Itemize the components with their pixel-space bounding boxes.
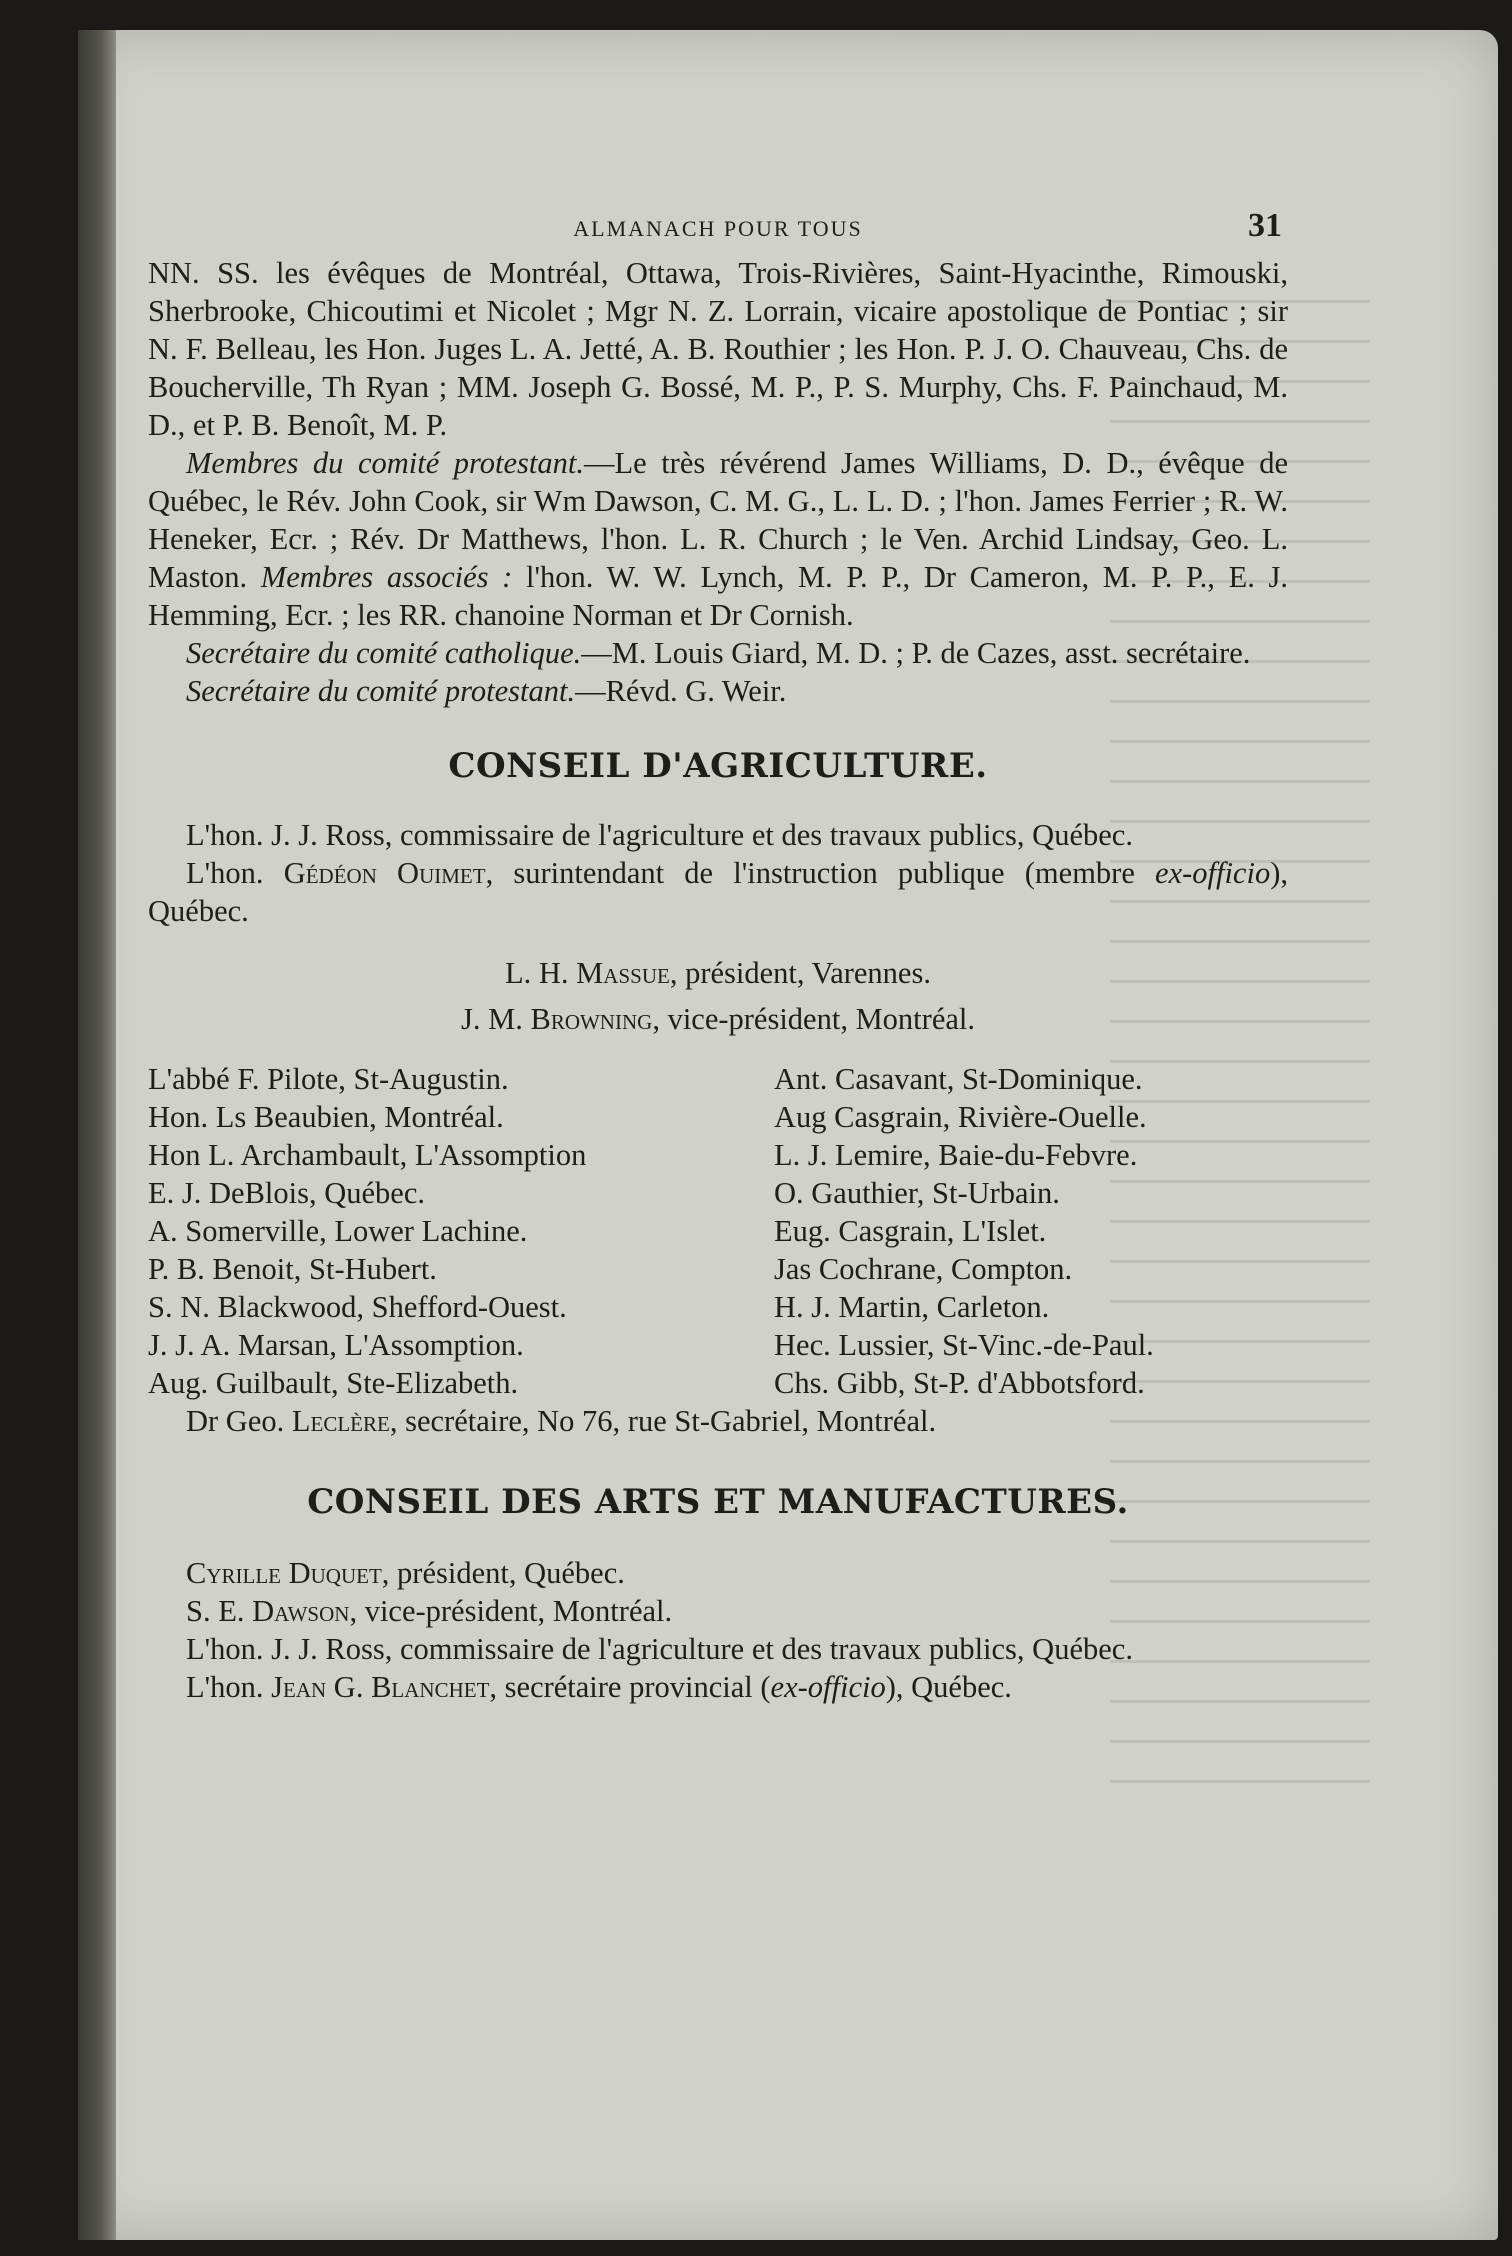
agriculture-ross-paragraph: L'hon. J. J. Ross, commissaire de l'agriculture et des travaux publics, Québec.	[186, 818, 1133, 852]
member-entry: E. J. DeBlois, Québec.	[148, 1176, 425, 1210]
member-entry: Jas Cochrane, Compton.	[774, 1252, 1073, 1286]
agriculture-heading: CONSEIL D'AGRICULTURE.	[448, 746, 988, 786]
member-entry: Hon. Ls Beaubien, Montréal.	[148, 1100, 504, 1134]
page-content	[148, 208, 1288, 1706]
catholic-secretary-text: —M. Louis Giard, M. D. ; P. de Cazes, asst. secrétaire.	[581, 636, 1251, 670]
protestant-committee-label: Membres du comité protestant.	[186, 446, 584, 480]
arts-vice-president-line	[148, 1592, 1288, 1630]
associate-members-label: Membres associés :	[260, 560, 513, 594]
page-number: 31	[1248, 207, 1282, 244]
arts-ross-paragraph: L'hon. J. J. Ross, commissaire de l'agriculture et des travaux publics, Québec.	[186, 1632, 1133, 1666]
member-entry: O. Gauthier, St-Urbain.	[774, 1176, 1060, 1210]
running-head	[148, 208, 1288, 248]
member-entry: Chs. Gibb, St-P. d'Abbotsford.	[774, 1366, 1145, 1400]
catholic-secretary-label: Secrétaire du comité catholique.	[186, 636, 582, 670]
arts-vice-prefix: S. E.	[186, 1594, 253, 1628]
member-entry: Eug. Casgrain, L'Islet.	[774, 1214, 1047, 1248]
member-entry: Ant. Casavant, St-Dominique.	[774, 1062, 1143, 1096]
running-title: ALMANACH POUR TOUS	[573, 216, 863, 241]
arts-vice-text: , vice-président, Montréal.	[349, 1594, 673, 1628]
book-spine-shadow	[78, 30, 116, 2240]
member-entry: L. J. Lemire, Baie-du-Febvre.	[774, 1138, 1138, 1172]
protestant-secretary-text: —Révd. G. Weir.	[575, 674, 787, 708]
agriculture-members-list	[148, 1060, 1288, 1402]
member-entry: L'abbé F. Pilote, St-Augustin.	[148, 1062, 509, 1096]
protestant-committee-paragraph	[148, 444, 1288, 634]
catholic-secretary-paragraph	[148, 634, 1288, 672]
vice-president-name: J. M. Browning	[460, 1002, 653, 1036]
member-entry: Aug Casgrain, Rivière-Ouelle.	[774, 1100, 1147, 1134]
president-text: , président, Varennes.	[669, 956, 931, 990]
member-entry: P. B. Benoit, St-Hubert.	[148, 1252, 437, 1286]
agriculture-president-line	[148, 954, 1288, 992]
vice-president-text: , vice-président, Montréal.	[652, 1002, 975, 1036]
protestant-secretary-paragraph	[148, 672, 1288, 710]
arts-heading: CONSEIL DES ARTS ET MANUFACTURES.	[307, 1482, 1129, 1522]
arts-vice-name: Dawson	[252, 1594, 350, 1628]
agriculture-secretary-line	[148, 1402, 1288, 1440]
arts-president-text: , président, Québec.	[381, 1556, 625, 1590]
agriculture-vice-president-line	[148, 1000, 1288, 1038]
member-entry: Hon L. Archambault, L'Assomption	[148, 1138, 587, 1172]
ouimet-text-b: ), Québec.	[148, 856, 1288, 928]
blanchet-text-a: , secrétaire provincial (	[489, 1670, 771, 1704]
arts-blanchet-paragraph	[148, 1668, 1288, 1706]
blanchet-text-b: ), Québec.	[885, 1670, 1012, 1704]
associate-members-text: l'hon. W. W. Lynch, M. P. P., Dr Cameron, M. P. P., E. J. Hemming, Ecr. ; les RR. chanoine Norman et Dr Cornish.	[148, 560, 1288, 632]
protestant-secretary-label: Secrétaire du comité protestant.	[186, 674, 576, 708]
blanchet-prefix: L'hon.	[186, 1670, 272, 1704]
arts-president-line	[148, 1554, 1288, 1592]
member-entry: A. Somerville, Lower Lachine.	[148, 1214, 528, 1248]
ouimet-ex-officio: ex-officio	[1155, 856, 1271, 890]
member-entry: J. J. A. Marsan, L'Assomption.	[148, 1328, 524, 1362]
member-entry: H. J. Martin, Carleton.	[774, 1290, 1050, 1324]
member-entry: Hec. Lussier, St-Vinc.-de-Paul.	[774, 1328, 1154, 1362]
agriculture-ouimet-paragraph	[148, 854, 1288, 930]
president-name: L. H. Massue	[505, 956, 670, 990]
intro-paragraph: NN. SS. les évêques de Montréal, Ottawa, Trois-Rivières, Saint-Hyacinthe, Rimouski, Sherbrooke, Chicoutimi et Nicolet ; Mgr N. Z. Lorrain, vicaire apostolique de Pontiac ; sir N. F. Belleau, les Hon. Juges L. A. Jetté, A. B. Routhier ; les Hon. P. J. O. Chauveau, Chs. de Boucherville, Th Ryan ; MM. Joseph G. Bossé, M. P., P. S. Murphy, Chs. F. Painchaud, M. D., et P. B. Benoît, M. P.	[148, 256, 1288, 442]
member-entry: Aug. Guilbault, Ste-Elizabeth.	[148, 1366, 519, 1400]
agri-secretary-prefix: Dr Geo.	[186, 1404, 292, 1438]
ouimet-text-a: , surintendant de l'instruction publique (membre	[485, 856, 1156, 890]
member-entry: S. N. Blackwood, Shefford-Ouest.	[148, 1290, 567, 1324]
arts-president-name: Cyrille Duquet	[186, 1556, 382, 1590]
blanchet-ex-officio: ex-officio	[770, 1670, 886, 1704]
agri-secretary-name: Leclère	[291, 1404, 390, 1438]
ouimet-prefix: L'hon.	[186, 856, 284, 890]
blanchet-name: Jean G. Blanchet	[271, 1670, 490, 1704]
protestant-committee-text: —Le très révérend James Williams, D. D., évêque de Québec, le Rév. John Cook, sir Wm Dawson, C. M. G., L. L. D. ; l'hon. James Ferrier ; R. W. Heneker, Ecr. ; Rév. Dr Matthews, l'hon. L. R. Church ; le Ven. Archid Lindsay, Geo. L. Maston.	[148, 446, 1288, 594]
ouimet-name: Gédéon Ouimet	[283, 856, 486, 890]
agri-secretary-text: , secrétaire, No 76, rue St-Gabriel, Montréal.	[389, 1404, 937, 1438]
